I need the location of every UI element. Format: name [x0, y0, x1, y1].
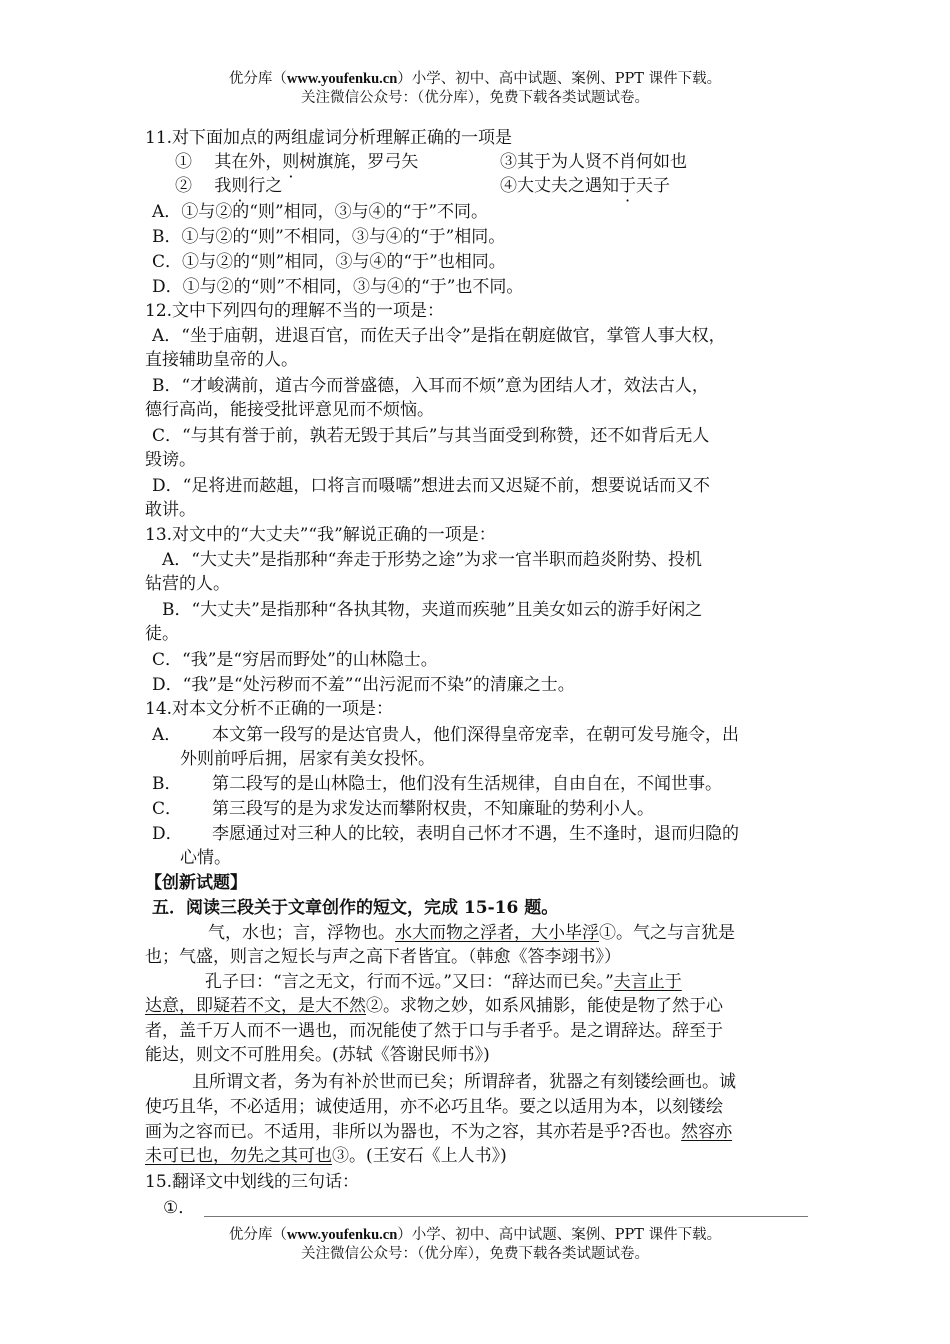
passage-2-line2: 达意，即疑若不文，是大不然②。求物之妙，如系风捕影，能使是物了然于心 — [145, 996, 723, 1016]
q13-option-b-line2: 徒。 — [145, 624, 179, 644]
q14-option-b: 第二段写的是山林隐士，他们没有生活规律，自由自在，不闻世事。 — [212, 774, 722, 794]
q11-option-d: D．①与②的“则”不相同，③与④的“于”也不同。 — [152, 277, 524, 297]
page-footer — [0, 1226, 950, 1264]
q15-answer-line[interactable] — [204, 1216, 808, 1217]
q14-option-a-line2: 外则前呼后拥，居家有美女投怀。 — [180, 749, 435, 769]
passage-1-line1: 气，水也；言，浮物也。水大而物之浮者，大小毕浮①。气之与言犹是 — [208, 923, 735, 943]
underlined-sentence-1: 水大而物之浮者，大小毕浮 — [395, 923, 599, 943]
q13-option-a-line1: A．“大丈夫”是指那种“奔走于形势之途”为求一官半职而趋炎附势、投机 — [162, 550, 703, 570]
q12-option-d-line1: D．“足将进而趑趄，口将言而嗫嚅”想进去而又迟疑不前，想要说话而又不 — [152, 476, 711, 496]
q12-option-b-line2: 德行高尚，能接受批评意见而不烦恼。 — [145, 400, 434, 420]
q11-sentence-1: ① 其在外，则树旗旄，罗弓矢 — [175, 152, 419, 172]
q13-option-d: D．“我”是“处污秽而不羞”“出污泥而不染”的清廉之士。 — [152, 675, 575, 695]
footer-site: www.youfenku.cn — [286, 1227, 398, 1243]
q12-option-b-line1: B．“才峻满前，道古今而誉盛德，入耳而不烦”意为团结人才，效法古人， — [152, 376, 709, 396]
underlined-sentence-3b: 未可已也，勿先之其可也 — [145, 1146, 332, 1166]
q14-option-b-label: B． — [152, 774, 182, 794]
passage-3-line1: 且所谓文者，务为有补於世而已矣；所谓辞者，犹器之有刻镂绘画也。诚 — [192, 1072, 736, 1092]
passage-1-line2: 也；气盛，则言之短长与声之高下者皆宜。（韩愈《答李翊书》） — [145, 947, 621, 967]
q11-sentence-4: ④大丈夫之遇知于天子 — [500, 176, 670, 196]
header-line-2: 关注微信公众号：（优分库），免费下载各类试题试卷。 — [301, 90, 649, 106]
q15-stem: 15.翻译文中划线的三句话： — [145, 1172, 360, 1192]
q14-option-d-line2: 心情。 — [180, 848, 231, 868]
passage-3-line4: 未可已也，勿先之其可也③。(王安石《上人书》) — [145, 1146, 507, 1166]
q12-stem: 12.文中下列四句的理解不当的一项是： — [145, 301, 445, 321]
header-line-1: 优分库（www.youfenku.cn）小学、初中、高中试题、案例、PPT 课件下载。 — [228, 71, 722, 87]
q11-option-b: B．①与②的“则”不相同，③与④的“于”相同。 — [152, 227, 506, 247]
q14-option-a-line1: 本文第一段写的是达官贵人，他们深得皇帝宠幸，在朝可发号施令，出 — [212, 725, 739, 745]
passage-3-line2: 使巧且华，不必适用；诚使适用，亦不必巧且华。要之以适用为本，以刻镂绘 — [145, 1097, 723, 1117]
footer-line-2: 关注微信公众号：（优分库），免费下载各类试题试卷。 — [301, 1246, 649, 1262]
q12-option-a-line1: A．“坐于庙朝，进退百官，而佐天子出令”是指在朝庭做官，掌管人事大权， — [152, 326, 726, 346]
underlined-sentence-3a: 然容亦 — [681, 1122, 733, 1142]
q14-option-c-label: C． — [152, 799, 183, 819]
q12-option-a-line2: 直接辅助皇帝的人。 — [145, 350, 298, 370]
passage-2-line1: 孔子曰：“言之无文，行而不远。”又曰：“辞达而已矣。”夫言止于 — [205, 972, 682, 992]
q12-option-c-line1: C．“与其有誉于前，孰若无毁于其后”与其当面受到称赞，还不如背后无人 — [152, 426, 710, 446]
q13-option-a-line2: 钻营的人。 — [145, 574, 230, 594]
underlined-sentence-2b: 达意，即疑若不文，是大不然 — [145, 996, 366, 1016]
q14-option-a-label: A． — [152, 725, 182, 745]
q13-option-b-line1: B．“大丈夫”是指那种“各执其物，夹道而疾驰”且美女如云的游手好闲之 — [162, 600, 703, 620]
q11-sentence-3: ③其于为人贤不肖何如也 — [500, 152, 687, 172]
page-header — [0, 70, 950, 108]
q11-option-a: A．①与②的“则”相同，③与④的“于”不同。 — [152, 202, 489, 222]
q14-stem: 14.对本文分析不正确的一项是： — [145, 699, 394, 719]
q14-option-d-line1: 李愿通过对三种人的比较，表明自己怀才不遇，生不逢时，退而归隐的 — [212, 824, 739, 844]
q14-option-c: 第三段写的是为求发达而攀附权贵，不知廉耻的势利小人。 — [212, 799, 654, 819]
underlined-sentence-2a: 夫言止于 — [613, 972, 682, 992]
q13-option-c: C．“我”是“穷居而野处”的山林隐士。 — [152, 650, 438, 670]
passage-2-line3: 者，盖千万人而不一遇也，而况能使了然于口与手者乎。是之谓辞达。辞至于 — [145, 1021, 723, 1041]
q12-option-c-line2: 毁谤。 — [145, 450, 196, 470]
q11-stem: 11.对下面加点的两组虚词分析理解正确的一项是 — [145, 128, 513, 148]
section-heading: 五．阅读三段关于文章创作的短文，完成 15-16 题。 — [152, 898, 559, 918]
q13-stem: 13.对文中的“大丈夫”“我”解说正确的一项是： — [145, 525, 496, 545]
section-title: 【创新试题】 — [145, 873, 247, 893]
footer-line-1: 优分库（www.youfenku.cn）小学、初中、高中试题、案例、PPT 课件下载。 — [228, 1227, 722, 1243]
q11-option-c: C．①与②的“则”相同，③与④的“于”也相同。 — [152, 252, 506, 272]
q14-option-d-label: D． — [152, 824, 183, 844]
header-site: www.youfenku.cn — [286, 71, 398, 87]
q11-sentence-2: ② 我则行之 — [175, 176, 283, 196]
passage-2-line4: 能达，则文不可胜用矣。(苏轼《答谢民师书》) — [145, 1045, 490, 1065]
q15-item-1-label: ①． — [163, 1198, 196, 1218]
passage-3-line3: 画为之容而已。不适用，非所以为器也，不为之容，其亦若是乎?否也。然容亦 — [145, 1122, 733, 1142]
q12-option-d-line2: 敢讲。 — [145, 500, 196, 520]
